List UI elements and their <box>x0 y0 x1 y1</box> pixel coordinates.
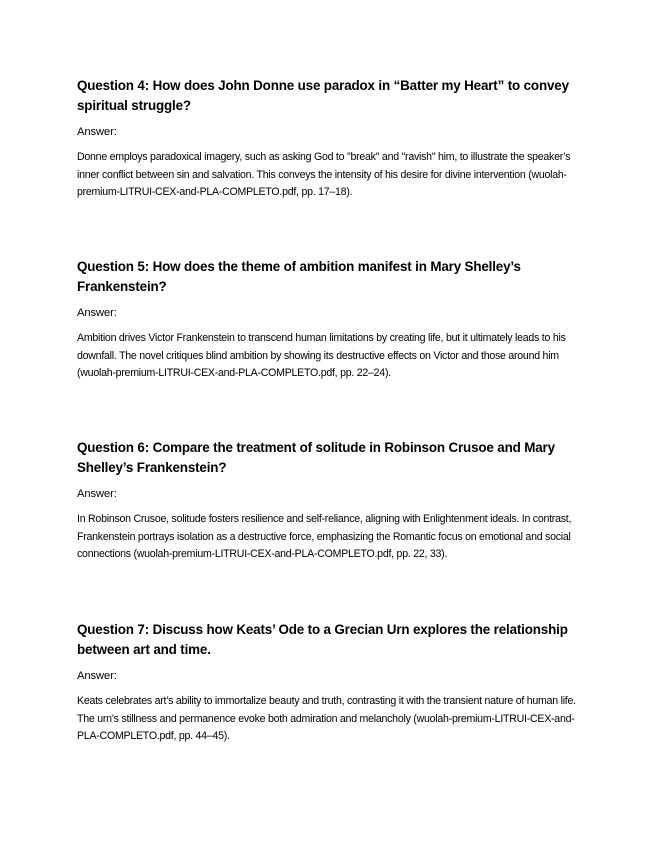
qa-block-question-7 <box>77 620 582 746</box>
qa-block-question-6 <box>77 438 582 564</box>
question-heading: Question 4: How does John Donne use paradox in “Batter my Heart” to convey spiritual struggle? <box>77 78 569 113</box>
answer-paragraph: In Robinson Crusoe, solitude fosters resilience and self-reliance, aligning with Enlightenment ideals. In contrast, Frankenstein portrays isolation as a destructive force, emphasizing the Romantic focus on emotional and social connections (wuolah-premium-LITRUI-CEX-and-PLA-COMPLETO.pdf, pp. 22, 33). <box>77 513 572 560</box>
qa-block-question-5 <box>77 257 582 383</box>
qa-block-question-4 <box>77 76 582 202</box>
answer-label: Answer: <box>77 670 117 682</box>
answer-label: Answer: <box>77 126 117 138</box>
answer-label: Answer: <box>77 307 117 319</box>
question-heading: Question 6: Compare the treatment of solitude in Robinson Crusoe and Mary Shelley’s Frankenstein? <box>77 440 555 475</box>
question-heading: Question 5: How does the theme of ambition manifest in Mary Shelley’s Frankenstein? <box>77 259 521 294</box>
question-heading: Question 7: Discuss how Keats’ Ode to a Grecian Urn explores the relationship between art and time. <box>77 622 568 657</box>
answer-paragraph: Ambition drives Victor Frankenstein to transcend human limitations by creating life, but it ultimately leads to his downfall. The novel critiques blind ambition by showing its destructive effects on Victor and those around him (wuolah-premium-LITRUI-CEX-and-PLA-COMPLETO.pdf, pp. 22–24). <box>77 332 566 379</box>
answer-label: Answer: <box>77 488 117 500</box>
answer-paragraph: Donne employs paradoxical imagery, such as asking God to "break" and "ravish" him, to illustrate the speaker’s inner conflict between sin and salvation. This conveys the intensity of his desire for divine intervention (wuolah-premium-LITRUI-CEX-and-PLA-COMPLETO.pdf, pp. 17–18). <box>77 151 571 198</box>
answer-paragraph: Keats celebrates art’s ability to immortalize beauty and truth, contrasting it with the transient nature of human life. The urn’s stillness and permanence evoke both admiration and melancholy (wuolah-premium-LITRUI-CEX-and-PLA-COMPLETO.pdf, pp. 44–45). <box>77 695 576 742</box>
